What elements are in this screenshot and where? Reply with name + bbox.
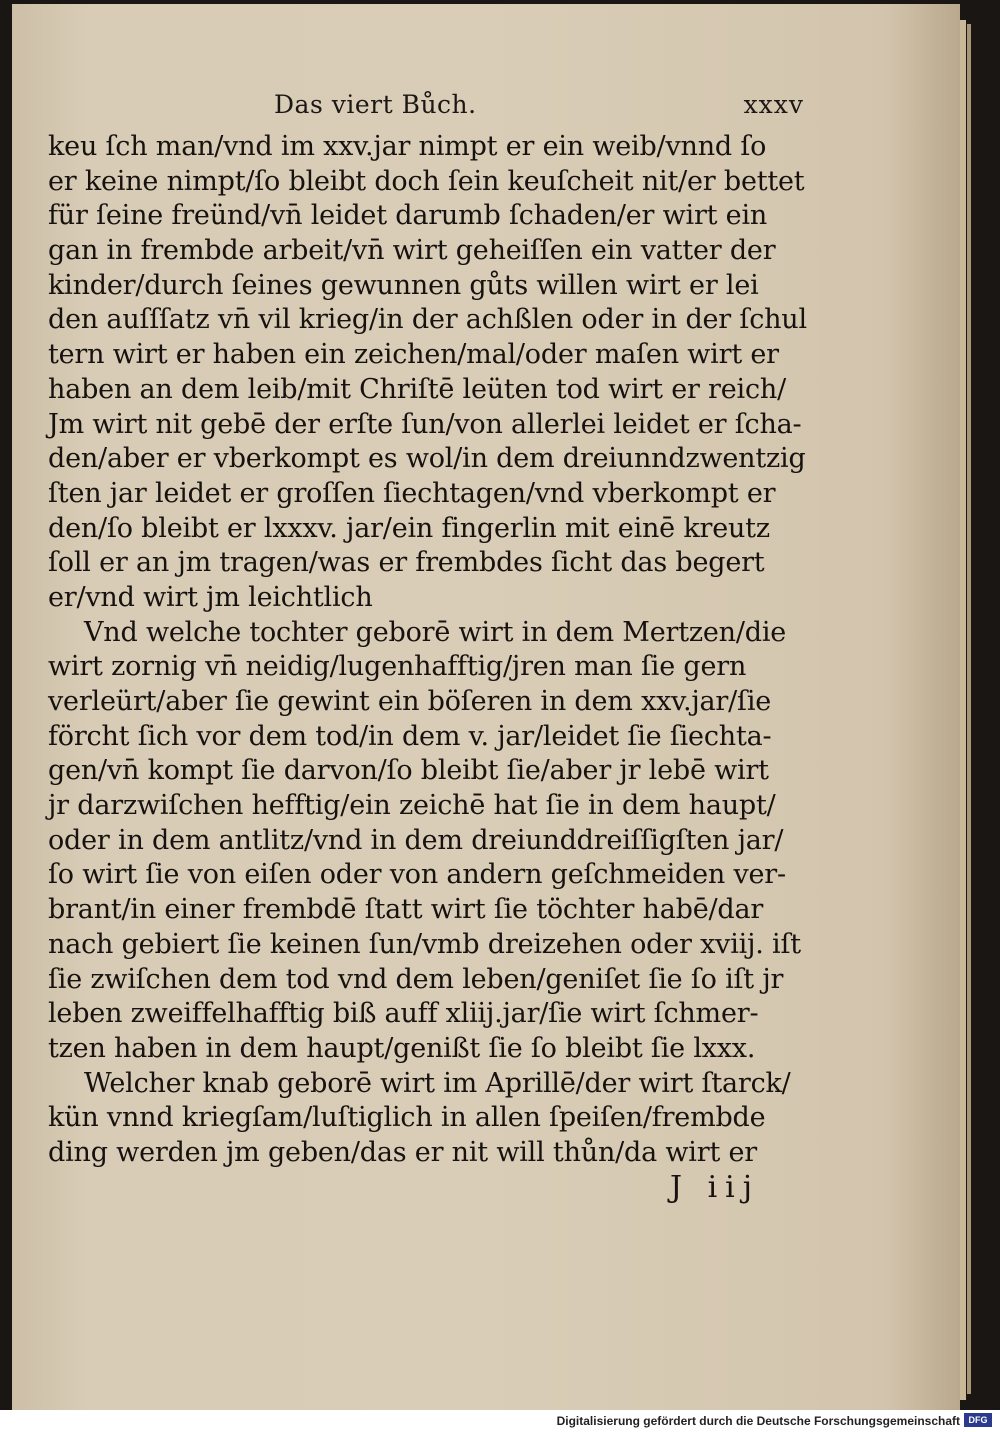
text-line: den auſſſatz vn̄ vil krieg/in der achßlen oder in der ſchul [48,304,807,336]
text-line: oder in dem antlitz/vnd in dem dreiunddreiſſigſten jar/ [48,824,784,856]
text-line: tzen haben in dem haupt/genißt ſie ſo bleibt ſie lxxx. [48,1032,756,1064]
text-line: den/ſo bleibt er lxxxv. jar/ein fingerlin mit einē kreutz [48,512,770,544]
text-line: Jm wirt nit gebē der erſte ſun/von allerlei leidet er ſcha- [48,408,802,440]
text-line: kinder/durch ſeines gewunnen gůts willen wirt er lei [48,269,759,301]
text-line: nach gebiert ſie keinen ſun/vmb dreizehen oder xviij. iſt [48,928,801,960]
funding-credit: Digitalisierung gefördert durch die Deutsche Forschungsgemeinschaft [556,1414,960,1428]
text-line: ſten jar leidet er groſſen ſiechtagen/vnd vberkompt er [48,477,776,509]
dfg-logo: DFG [964,1413,992,1427]
folio-number: xxxv [743,90,804,119]
text-line: keu ſch man/vnd im xxv.jar nimpt er ein weib/vnnd ſo [48,131,767,162]
text-line: leben zweiffelhafftig biß auff xliij.jar/ſie wirt ſchmer- [48,998,759,1030]
signature-mark: J iij [670,1170,761,1205]
paragraph-start-line: Welcher knab geborē wirt im Aprillē/der wirt ſtarck/ [84,1067,791,1099]
text-line: für ſeine freünd/vn̄ leidet darumb ſchaden/er wirt ein [48,200,768,232]
text-line: jr darzwiſchen hefftig/ein zeichē hat ſie in dem haupt/ [48,790,776,822]
text-line: ſo wirt ſie von eiſen oder von andern geſchmeiden ver- [48,859,786,891]
text-line: haben an dem leib/mit Chriſtē leüten tod wirt er reich/ [48,373,786,405]
paragraph-start-line: Vnd welche tochter geborē wirt in dem Mertzen/die [84,616,787,648]
text-line: ſie zwiſchen dem tod vnd dem leben/geniſet ſie ſo iſt jr [48,963,784,995]
text-line: tern wirt er haben ein zeichen/mal/oder maſen wirt er [48,339,779,371]
text-line: verleürt/aber ſie gewint ein böſeren in dem xxv.jar/ſie [48,686,772,717]
running-title: Das viert Bůch. [274,90,477,119]
text-line: förcht ſich vor dem tod/in dem v. jar/leidet ſie ſiechta- [48,720,772,752]
text-line: ſoll er an jm tragen/was er frembdes ſicht das begert [48,547,765,579]
body-text [48,130,808,1171]
text-line: kün vnnd kriegſam/luſtiglich in allen ſpeiſen/frembde [48,1102,766,1134]
text-line: wirt zornig vn̄ neidig/lugenhafftig/jren man ſie gern [48,651,747,683]
page-edge [960,20,966,1400]
text-line: den/aber er vberkompt es wol/in dem dreiunndzwentzig [48,443,806,475]
page-header [274,90,804,124]
book-page [12,4,960,1410]
page-edge-shadow [967,24,971,1394]
text-line: ding werden jm geben/das er nit will thůn/da wirt er [48,1136,757,1168]
text-line: er/vnd wirt jm leichtlich [48,581,373,613]
text-line: brant/in einer frembdē ſtatt wirt ſie töchter habē/dar [48,894,764,926]
text-line: er keine nimpt/ſo bleibt doch ſein keuſcheit nit/er bettet [48,165,805,197]
text-line: gan in frembde arbeit/vn̄ wirt geheiſſen ein vatter der [48,235,776,267]
text-line: gen/vn̄ kompt ſie darvon/ſo bleibt ſie/aber jr lebē wirt [48,755,769,787]
